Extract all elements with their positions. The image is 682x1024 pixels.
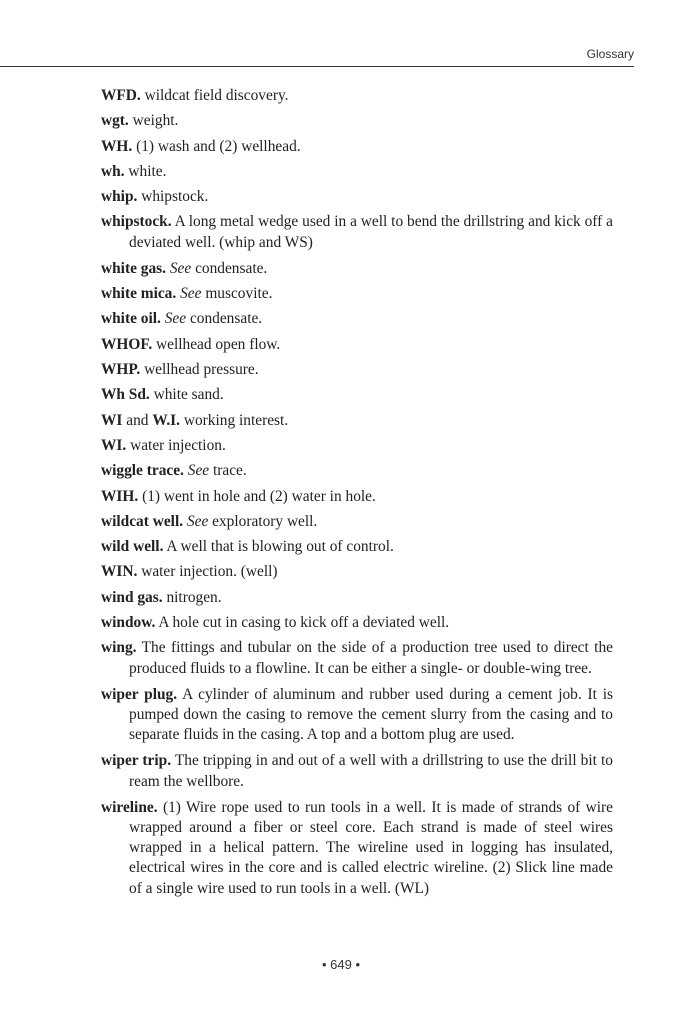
- entry-term: white gas.: [101, 259, 166, 277]
- entry-definition: A hole cut in casing to kick off a deviated well.: [158, 614, 450, 632]
- glossary-entry: [101, 751, 613, 791]
- glossary-entry: [101, 512, 613, 532]
- entry-term: wing.: [101, 639, 137, 657]
- see-reference: See: [187, 462, 210, 480]
- entry-definition: water injection.: [130, 436, 226, 454]
- see-reference: See: [169, 259, 192, 277]
- entry-definition: weight.: [132, 112, 179, 130]
- entry-definition: The fittings and tubular on the side of a production tree used to direct the produced fluids to a flowline. It can be either a single- or double-wing tree.: [129, 639, 613, 677]
- entry-term: WIH.: [101, 487, 139, 505]
- entry-term: wiper trip.: [101, 752, 172, 770]
- entry-term: wiggle trace.: [101, 462, 184, 480]
- glossary-entry: [101, 411, 613, 431]
- entry-definition: nitrogen.: [166, 588, 222, 606]
- glossary-entry: [101, 562, 613, 582]
- glossary-entry: [101, 685, 613, 746]
- entry-term: whipstock.: [101, 213, 172, 231]
- glossary-entry: [101, 798, 613, 899]
- entry-term: wiper plug.: [101, 685, 178, 703]
- entry-term: wireline.: [101, 798, 158, 816]
- glossary-entry: [101, 588, 613, 608]
- see-reference: See: [180, 285, 202, 303]
- entry-term: wildcat well.: [101, 512, 184, 530]
- glossary-entry: [101, 335, 613, 355]
- entry-definition: muscovite.: [205, 285, 273, 303]
- page-number: • 649 •: [321, 957, 361, 972]
- glossary-entry: [101, 187, 613, 207]
- entry-definition: condensate.: [195, 259, 268, 277]
- entry-definition: The tripping in and out of a well with a drillstring to use the drill bit to ream the wellbore.: [129, 752, 613, 790]
- entry-definition: water injection. (well): [141, 563, 278, 581]
- entry-definition: exploratory well.: [212, 512, 318, 530]
- entry-term: WIN.: [101, 563, 138, 581]
- entry-term: wh.: [101, 162, 125, 180]
- glossary-entry: [101, 436, 613, 456]
- glossary-entry: [101, 137, 613, 157]
- entry-definition: whipstock.: [141, 188, 209, 206]
- glossary-entry: [101, 360, 613, 380]
- entry-definition: (1) went in hole and (2) water in hole.: [142, 487, 376, 505]
- entry-term: white oil.: [101, 310, 161, 328]
- entry-definition: A well that is blowing out of control.: [166, 538, 394, 556]
- entry-term: wild well.: [101, 538, 164, 556]
- glossary-entry: [101, 212, 613, 252]
- entry-term: wgt.: [101, 112, 129, 130]
- glossary-entry: [101, 613, 613, 633]
- entry-term: WHP.: [101, 361, 141, 379]
- entry-term: WH.: [101, 137, 133, 155]
- entry-term: WI: [101, 411, 123, 429]
- entry-definition: trace.: [212, 462, 247, 480]
- entry-definition: white.: [128, 162, 167, 180]
- glossary-entry: [101, 638, 613, 678]
- see-reference: See: [164, 310, 187, 328]
- entry-term: wind gas.: [101, 588, 163, 606]
- glossary-entry: [101, 162, 613, 182]
- glossary-list: [101, 86, 613, 905]
- glossary-entry: [101, 385, 613, 405]
- entry-definition: wellhead pressure.: [144, 361, 259, 379]
- glossary-entry: [101, 86, 613, 106]
- glossary-entry: [101, 309, 613, 329]
- entry-definition: (1) Wire rope used to run tools in a well. It is made of strands of wire wrapped around a fiber or steel core. Each strand is made of steel wires wrapped in a helical pattern. The wireline used in logging has insulated, electrical wires in the core and is called electric wireline. (2) Slick line made of a single wire used to run tools in a well. (WL): [129, 798, 613, 897]
- entry-term: Wh Sd.: [101, 386, 150, 404]
- glossary-entry: [101, 259, 613, 279]
- glossary-entry: [101, 111, 613, 131]
- entry-definition: wildcat field discovery.: [144, 87, 289, 104]
- see-reference: See: [186, 512, 209, 530]
- entry-definition: condensate.: [189, 310, 263, 328]
- entry-term: whip.: [101, 188, 138, 206]
- entry-definition: A cylinder of aluminum and rubber used during a cement job. It is pumped down the casing to remove the cement slurry from the casing and to separate fluids in the casing. A top and a bottom plug are used.: [129, 685, 613, 744]
- entry-definition: white sand.: [153, 386, 224, 404]
- entry-definition: (1) wash and (2) wellhead.: [136, 137, 301, 155]
- header-rule: [0, 66, 634, 67]
- entry-term: window.: [101, 614, 156, 632]
- entry-definition: A long metal wedge used in a well to bend the drillstring and kick off a deviated well. (whip and WS): [129, 213, 614, 251]
- glossary-entry: [101, 537, 613, 557]
- entry-term: WFD.: [101, 87, 141, 104]
- entry-term: WI.: [101, 436, 127, 454]
- entry-joiner: and: [126, 411, 149, 429]
- glossary-entry: [101, 487, 613, 507]
- glossary-entry: [101, 461, 613, 481]
- glossary-entry: [101, 284, 613, 304]
- entry-definition: working interest.: [183, 411, 289, 429]
- entry-term: WHOF.: [101, 335, 153, 353]
- entry-term-alt: W.I.: [152, 411, 181, 429]
- entry-term: white mica.: [101, 285, 177, 303]
- entry-definition: wellhead open flow.: [156, 335, 281, 353]
- running-head: Glossary: [586, 47, 634, 61]
